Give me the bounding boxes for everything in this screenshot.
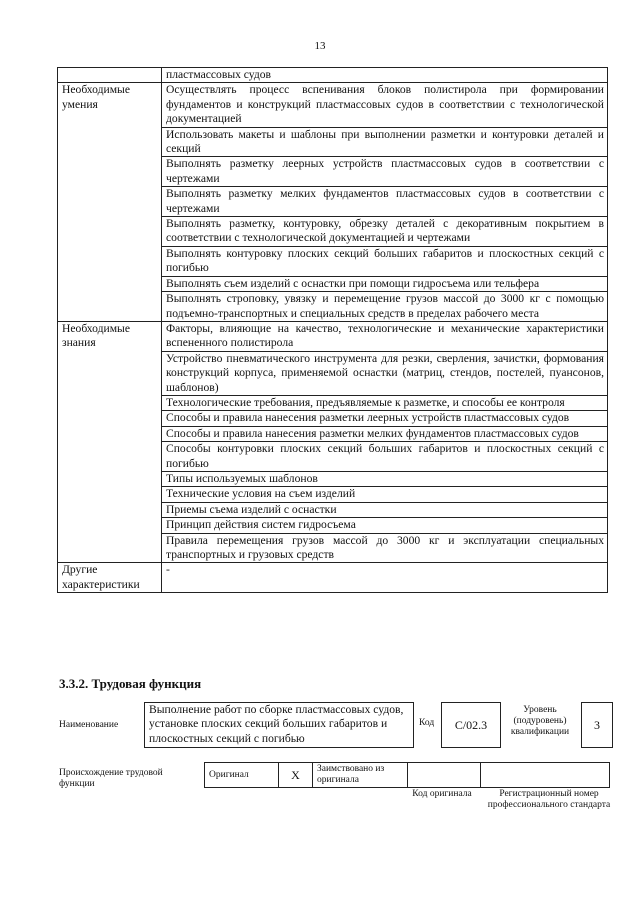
requirement-item-cell: Способы и правила нанесения разметки мелких фундаментов пластмассовых судов (162, 426, 608, 441)
origin-label: Происхождение трудовой функции (59, 768, 163, 789)
category-cell-empty (58, 68, 162, 83)
origin-table (204, 762, 610, 788)
requirement-item-cell: Выполнять съем изделий с оснастки при помощи гидросъема или тельфера (162, 276, 608, 291)
requirement-item-cell: Выполнять контуровку плоских секций больших габаритов и плоскостных секций с погибью (162, 246, 608, 276)
function-name-box: Выполнение работ по сборке пластмассовых судов, установке плоских секций больших габаритов и плоскостных секций с погибью (144, 702, 414, 748)
requirement-item-cell: Способы и правила нанесения разметки леерных устройств пластмассовых судов (162, 411, 608, 426)
requirement-item-cell: Технологические требования, предъявляемые к разметке, и способы ее контроля (162, 395, 608, 410)
requirement-item-cell: Принцип действия систем гидросъема (162, 518, 608, 533)
page-number: 13 (314, 40, 326, 52)
table-row (58, 68, 608, 83)
category-cell: Необходимые знания (58, 321, 162, 563)
requirements-table (57, 67, 608, 593)
requirement-item-cell: Использовать макеты и шаблоны при выполнении разметки и контуровки деталей и секций (162, 127, 608, 157)
level-label: Уровень (подуровень) квалификации (510, 705, 570, 737)
requirements-table-body (58, 68, 608, 593)
registration-number-cell (481, 763, 610, 788)
requirement-item-cell: Технические условия на съем изделий (162, 487, 608, 502)
requirement-item-cell: Выполнять разметку леерных устройств пластмассовых судов в соответствии с чертежами (162, 157, 608, 187)
requirement-item-cell: - (162, 563, 608, 593)
registration-number-caption: Регистрационный номер профессионального стандарта (487, 789, 611, 810)
original-code-caption: Код оригинала (412, 789, 472, 799)
category-cell: Другие характеристики (58, 563, 162, 593)
requirement-item-cell: Осуществлять процесс вспенивания блоков полистирола при формировании фундаментов и конструкций пластмассовых судов в соответствии с технологической документацией (162, 83, 608, 127)
section-title: 3.3.2. Трудовая функция (59, 676, 202, 691)
requirement-item-cell: Типы используемых шаблонов (162, 471, 608, 486)
requirement-item-cell: Выполнять разметку, контуровку, обрезку деталей с декоративным покрытием в соответствии с технологической документацией и чертежами (162, 217, 608, 247)
function-code-box: C/02.3 (441, 702, 501, 748)
requirement-item-cell: Способы контуровки плоских секций больших габаритов и плоскостных секций с погибью (162, 442, 608, 472)
requirement-item-cell: Выполнять строповку, увязку и перемещение грузов массой до 3000 кг с помощью подъемно-транспортных и специальных средств в пределах рабочего места (162, 292, 608, 322)
requirement-item-cell: Факторы, влияющие на качество, технологические и механические характеристики вспененного полистирола (162, 321, 608, 351)
requirement-item-cell: Устройство пневматического инструмента для резки, сверления, зачистки, формования конструкций корпуса, применяемой оснастки (матриц, стендов, постелей, пуансонов, шаблонов) (162, 351, 608, 395)
origin-row (205, 763, 610, 788)
requirement-item-cell: Правила перемещения грузов массой до 3000 кг и эксплуатации специальных транспортных и грузовых средств (162, 533, 608, 563)
code-label: Код (419, 718, 435, 728)
borrowed-label-cell: Заимствовано из оригинала (313, 763, 408, 788)
original-code-cell (408, 763, 481, 788)
requirement-item-cell: Приемы съема изделий с оснастки (162, 502, 608, 517)
category-cell: Необходимые умения (58, 83, 162, 322)
original-label-cell: Оригинал (205, 763, 279, 788)
name-label: Наименование (59, 720, 119, 730)
table-row (58, 83, 608, 127)
table-row (58, 563, 608, 593)
requirement-item-cell: Выполнять разметку мелких фундаментов пластмассовых судов в соответствии с чертежами (162, 187, 608, 217)
table-row (58, 321, 608, 351)
continuation-cell: пластмассовых судов (162, 68, 608, 83)
qualification-level-box: 3 (581, 702, 613, 748)
original-mark-cell: X (279, 763, 313, 788)
